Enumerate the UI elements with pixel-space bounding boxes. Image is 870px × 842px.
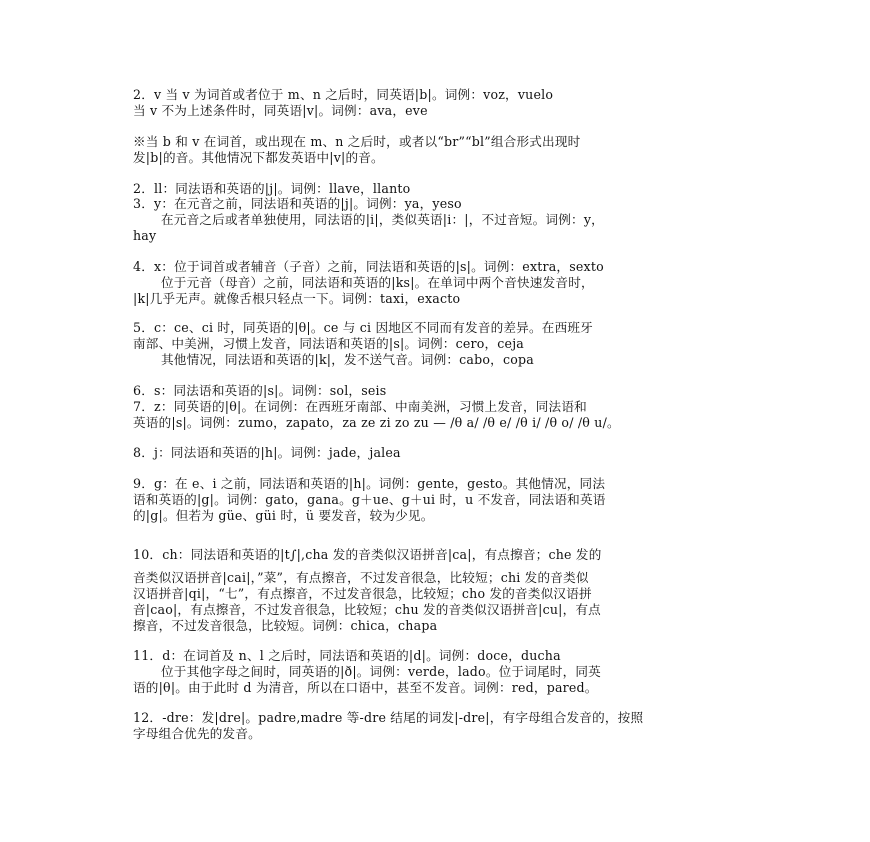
text-line: 音类似汉语拼音|cai|，”菜”，有点擦音，不过发音很急，比较短；chi 发的音类似 bbox=[133, 570, 589, 585]
text-line: 11．d：在词首及 n、l 之后时，同法语和英语的|d|。词例：doce，ducha bbox=[133, 648, 561, 663]
text-line: 10．ch：同法语和英语的|t∫|,cha 发的音类似汉语拼音|ca|，有点擦音；che 发的 bbox=[133, 547, 602, 562]
text-line: 音|cao|，有点擦音，不过发音很急，比较短；chu 发的音类似汉语拼音|cu|，有点 bbox=[133, 602, 601, 617]
text-line: 8．j：同法语和英语的|h|。词例：jade，jalea bbox=[133, 445, 401, 460]
text-line: 其他情况，同法语和英语的|k|，发不送气音。词例：cabo，copa bbox=[161, 352, 534, 367]
text-line: 位于元音（母音）之前，同法语和英语的|ks|。在单词中两个音快速发音时， bbox=[161, 275, 594, 290]
text-line: 2．ll：同法语和英语的|j|。词例：llave，llanto bbox=[133, 181, 411, 196]
text-line: |k|几乎无声。就像舌根只轻点一下。词例：taxi，exacto bbox=[133, 291, 461, 306]
text-line: 语和英语的|g|。词例：gato，gana。g＋ue、g＋ui 时，u 不发音，同法语和英语 bbox=[133, 492, 606, 507]
text-line: 汉语拼音|qi|，“七”，有点擦音，不过发音很急，比较短；cho 发的音类似汉语拼 bbox=[133, 586, 592, 601]
text-line: 7．z：同英语的|θ|。在词例：在西班牙南部、中南美洲，习惯上发音，同法语和 bbox=[133, 399, 587, 414]
text-line: 语的|θ|。由于此时 d 为清音，所以在口语中，甚至不发音。词例：red，pared。 bbox=[133, 680, 598, 695]
text-line: hay bbox=[133, 228, 157, 243]
text-line: 位于其他字母之间时，同英语的|ð|。词例：verde，lado。位于词尾时，同英 bbox=[161, 664, 601, 679]
text-line: 2．v 当 v 为词首或者位于 m、n 之后时，同英语|b|。词例：voz，vuelo bbox=[133, 87, 554, 102]
text-line: 英语的|s|。词例：zumo，zapato，za ze zi zo zu — /θ a/ /θ e/ /θ i/ /θ o/ /θ u/。 bbox=[133, 415, 620, 430]
text-line: 3．y：在元音之前，同法语和英语的|j|。词例：ya，yeso bbox=[133, 196, 462, 211]
text-line: 南部、中美洲，习惯上发音，同法语和英语的|s|。词例：cero，ceja bbox=[133, 336, 525, 351]
text-line: 当 v 不为上述条件时，同英语|v|。词例：ava，eve bbox=[133, 103, 428, 118]
text-line: 4．x：位于词首或者辅音（子音）之前，同法语和英语的|s|。词例：extra，sexto bbox=[133, 259, 604, 274]
text-line: ※当 b 和 v 在词首，或出现在 m、n 之后时，或者以“br”“bl”组合形式出现时 bbox=[133, 134, 581, 149]
text-line: 擦音，不过发音很急，比较短。词例：chica，chapa bbox=[133, 618, 438, 633]
text-line: 5．c：ce、ci 时，同英语的|θ|。ce 与 ci 因地区不同而有发音的差异。在西班牙 bbox=[133, 320, 593, 335]
text-line: 12．-dre：发|dre|。padre,madre 等-dre 结尾的词发|-dre|，有字母组合发音的，按照 bbox=[133, 710, 644, 725]
text-line: 9．g：在 e、i 之前，同法语和英语的|h|。词例：gente，gesto。其他情况，同法 bbox=[133, 476, 606, 491]
text-line: 6．s：同法语和英语的|s|。词例：sol，seis bbox=[133, 383, 387, 398]
text-line: 在元音之后或者单独使用，同法语的|i|，类似英语|i：|，不过音短。词例：y， bbox=[161, 212, 604, 227]
text-line: 字母组合优先的发音。 bbox=[133, 726, 261, 741]
text-line: 发|b|的音。其他情况下都发英语中|v|的音。 bbox=[133, 150, 384, 165]
text-line: 的|g|。但若为 güe、güi 时，ü 要发音，较为少见。 bbox=[133, 508, 434, 523]
